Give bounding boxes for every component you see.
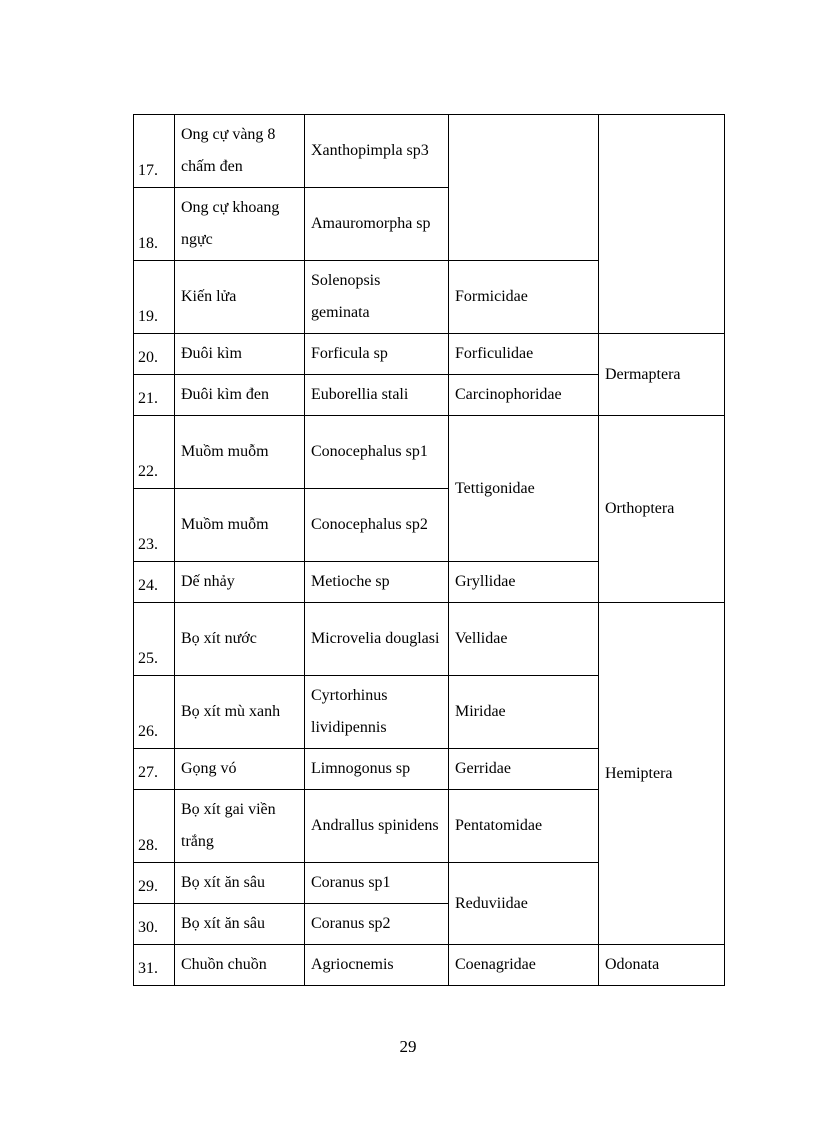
order-cell-empty: [599, 115, 725, 334]
family-name: Formicidae: [449, 261, 599, 334]
table-row: [134, 603, 725, 676]
common-name: Bọ xít ăn sâu: [175, 904, 305, 945]
scientific-name: Conocephalus sp1: [305, 416, 449, 489]
row-number: 31.: [134, 945, 175, 986]
table-row: [134, 115, 725, 188]
row-number: 23.: [134, 489, 175, 562]
common-name: Muồm muỗm: [175, 489, 305, 562]
row-number: 20.: [134, 334, 175, 375]
common-name: Dế nhảy: [175, 562, 305, 603]
family-name: Gerridae: [449, 749, 599, 790]
family-name: Coenagridae: [449, 945, 599, 986]
family-name: Forficulidae: [449, 334, 599, 375]
common-name: Bọ xít mù xanh: [175, 676, 305, 749]
common-name: Bọ xít gai viền trắng: [175, 790, 305, 863]
scientific-name: Cyrtorhinus lividipennis: [305, 676, 449, 749]
family-name: Gryllidae: [449, 562, 599, 603]
common-name: Kiến lửa: [175, 261, 305, 334]
common-name: Muồm muỗm: [175, 416, 305, 489]
common-name: Bọ xít ăn sâu: [175, 863, 305, 904]
row-number: 21.: [134, 375, 175, 416]
row-number: 24.: [134, 562, 175, 603]
order-name: Dermaptera: [599, 334, 725, 416]
common-name: Bọ xít nước: [175, 603, 305, 676]
family-name: Miridae: [449, 676, 599, 749]
common-name: Ong cự vàng 8 chấm đen: [175, 115, 305, 188]
order-name: Orthoptera: [599, 416, 725, 603]
scientific-name: Coranus sp2: [305, 904, 449, 945]
scientific-name: Microvelia douglasi: [305, 603, 449, 676]
family-name: Carcinophoridae: [449, 375, 599, 416]
page-number: 29: [399, 1037, 417, 1056]
row-number: 17.: [134, 115, 175, 188]
row-number: 26.: [134, 676, 175, 749]
table-row: [134, 945, 725, 986]
family-name: Reduviidae: [449, 863, 599, 945]
row-number: 22.: [134, 416, 175, 489]
row-number: 25.: [134, 603, 175, 676]
family-name: Tettigonidae: [449, 416, 599, 562]
row-number: 29.: [134, 863, 175, 904]
common-name: Gọng vó: [175, 749, 305, 790]
order-name: Odonata: [599, 945, 725, 986]
family-name: Vellidae: [449, 603, 599, 676]
species-table: [133, 114, 725, 986]
scientific-name: Xanthopimpla sp3: [305, 115, 449, 188]
row-number: 27.: [134, 749, 175, 790]
row-number: 30.: [134, 904, 175, 945]
scientific-name: Solenopsis geminata: [305, 261, 449, 334]
common-name: Đuôi kìm: [175, 334, 305, 375]
row-number: 18.: [134, 188, 175, 261]
family-cell-empty: [449, 115, 599, 261]
common-name: Đuôi kìm đen: [175, 375, 305, 416]
scientific-name: Limnogonus sp: [305, 749, 449, 790]
scientific-name: Agriocnemis: [305, 945, 449, 986]
scientific-name: Metioche sp: [305, 562, 449, 603]
scientific-name: Forficula sp: [305, 334, 449, 375]
row-number: 19.: [134, 261, 175, 334]
scientific-name: Coranus sp1: [305, 863, 449, 904]
order-name: Hemiptera: [599, 603, 725, 945]
common-name: Ong cự khoang ngực: [175, 188, 305, 261]
scientific-name: Euborellia stali: [305, 375, 449, 416]
scientific-name: Conocephalus sp2: [305, 489, 449, 562]
scientific-name: Amauromorpha sp: [305, 188, 449, 261]
row-number: 28.: [134, 790, 175, 863]
family-name: Pentatomidae: [449, 790, 599, 863]
table-row: [134, 334, 725, 375]
common-name: Chuồn chuồn: [175, 945, 305, 986]
table-row: [134, 416, 725, 489]
scientific-name: Andrallus spinidens: [305, 790, 449, 863]
